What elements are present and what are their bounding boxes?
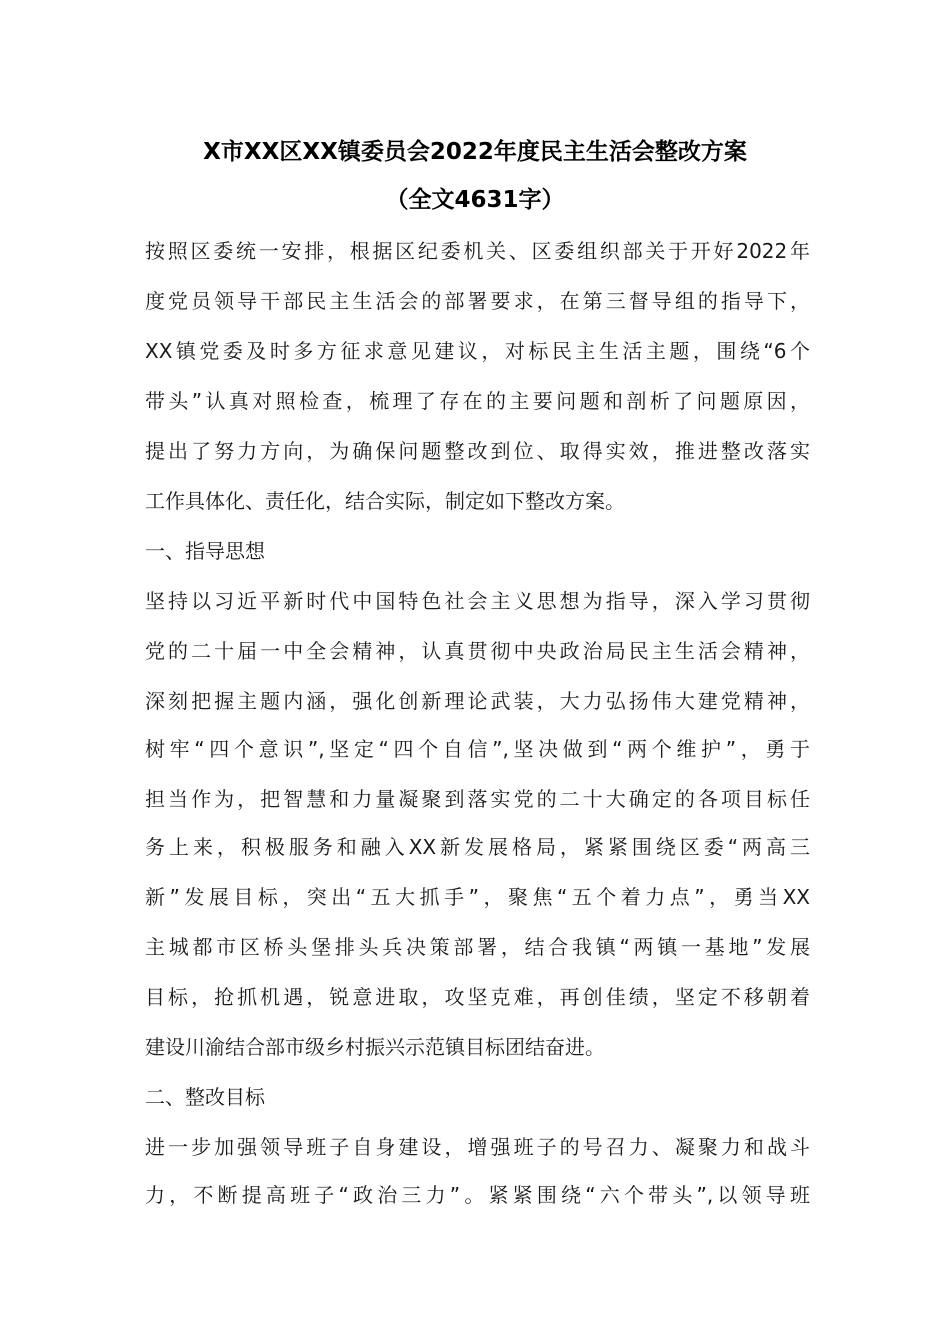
section-heading: 二、整改目标: [145, 1085, 265, 1109]
document-subtitle: （全文4631字）: [385, 187, 565, 213]
body-line: 进一步加强领导班子自身建设，增强班子的号召力、凝聚力和战斗: [145, 1135, 810, 1159]
body-line: 力，不断提高班子“政治三力”。紧紧围绕“六个带头”,以领导班: [145, 1183, 810, 1207]
body-line: XX镇党委及时多方征求意见建议，对标民主生活主题，围绕“6个: [145, 339, 810, 363]
document-title: X市XX区XX镇委员会2022年度民主生活会整改方案: [203, 139, 747, 165]
body-line: 坚持以习近平新时代中国特色社会主义思想为指导，深入学习贯彻: [145, 589, 810, 613]
body-line: 度党员领导干部民主生活会的部署要求，在第三督导组的指导下，: [145, 289, 810, 313]
body-line: 党的二十届一中全会精神，认真贯彻中央政治局民主生活会精神，: [145, 639, 810, 663]
body-line: 提出了努力方向，为确保问题整改到位、取得实效，推进整改落实: [145, 439, 810, 463]
body-line: 树牢“四个意识”,坚定“四个自信”,坚决做到“两个维护”，勇于: [145, 737, 810, 761]
body-line: 务上来，积极服务和融入XX新发展格局，紧紧围绕区委“两高三: [145, 835, 810, 859]
body-line: 主城都市区桥头堡排头兵决策部署，结合我镇“两镇一基地”发展: [145, 935, 810, 959]
body-line: 按照区委统一安排，根据区纪委机关、区委组织部关于开好2022年: [145, 239, 810, 263]
body-line: 新”发展目标，突出“五大抓手”，聚焦“五个着力点”，勇当XX: [145, 885, 810, 909]
body-line: 带头”认真对照检查，梳理了存在的主要问题和剖析了问题原因，: [145, 389, 810, 413]
section-heading: 一、指导思想: [145, 539, 265, 563]
body-line: 工作具体化、责任化，结合实际，制定如下整改方案。: [145, 489, 625, 513]
body-line: 担当作为，把智慧和力量凝聚到落实党的二十大确定的各项目标任: [145, 787, 810, 811]
body-line: 深刻把握主题内涵，强化创新理论武装，大力弘扬伟大建党精神，: [145, 689, 810, 713]
body-line: 目标，抢抓机遇，锐意进取，攻坚克难，再创佳绩，坚定不移朝着: [145, 985, 810, 1009]
body-line: 建设川渝结合部市级乡村振兴示范镇目标团结奋进。: [145, 1035, 605, 1059]
